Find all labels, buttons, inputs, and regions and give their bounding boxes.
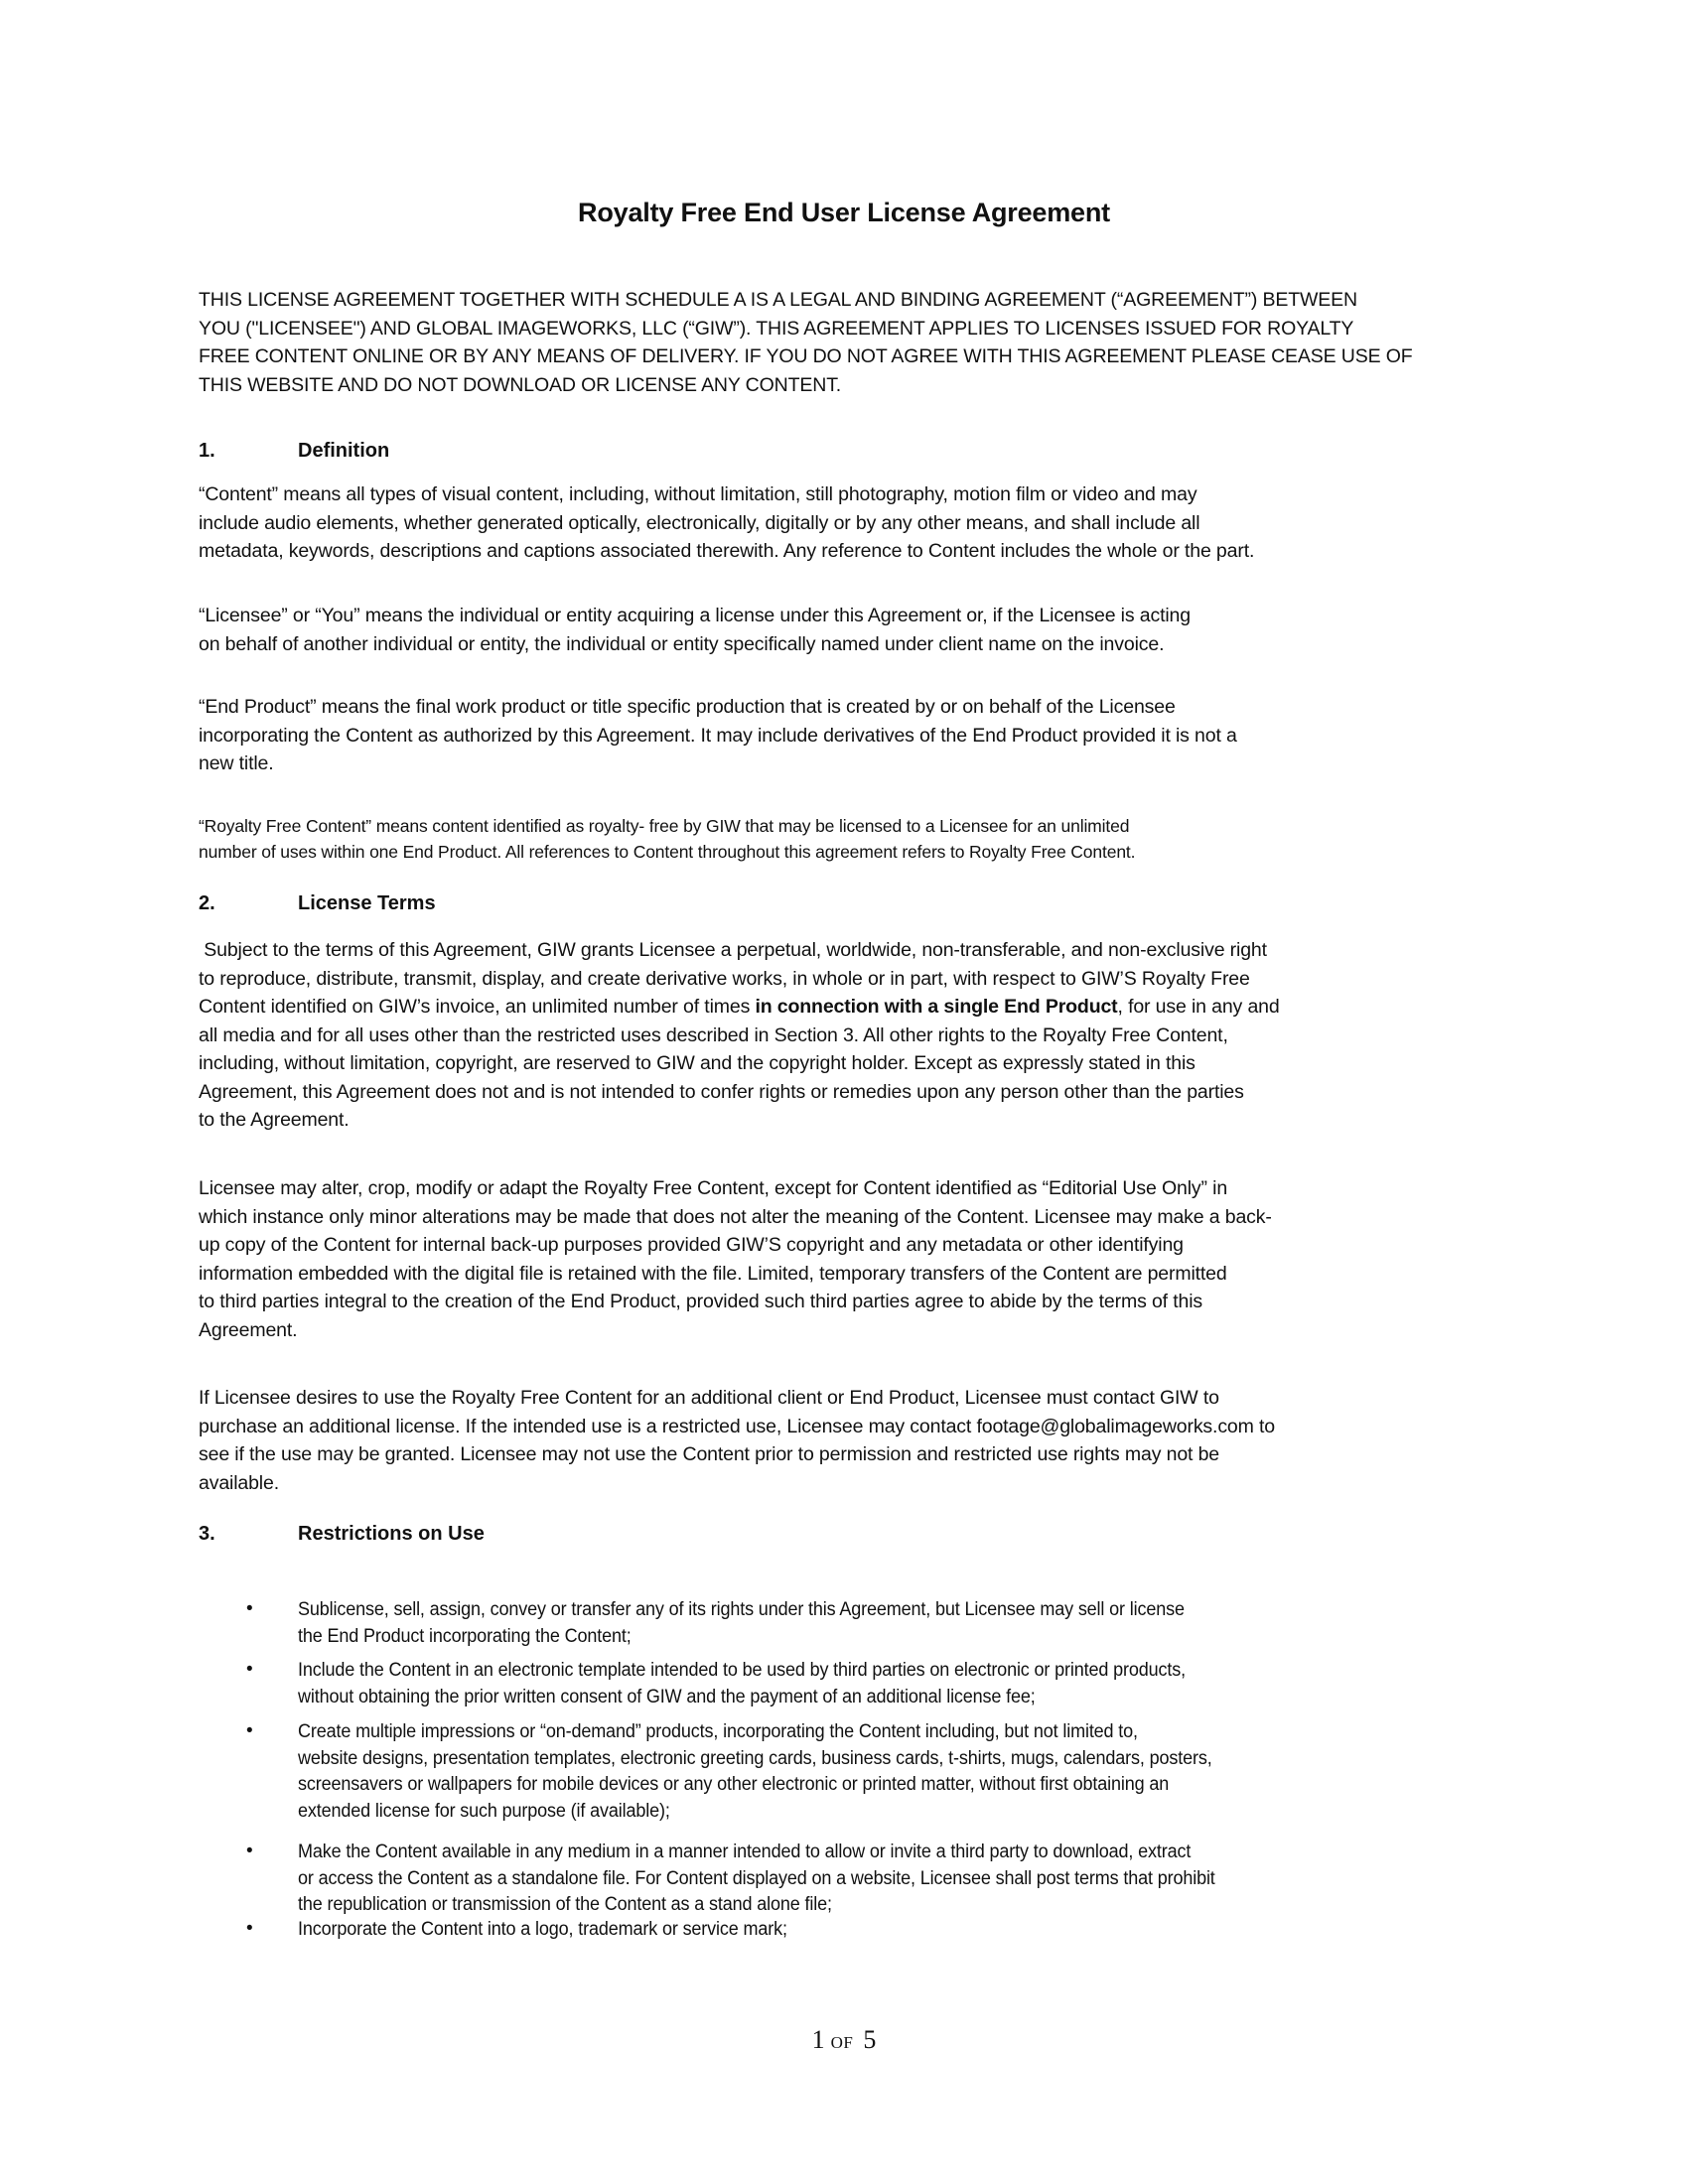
section-title: License Terms: [298, 892, 436, 914]
preamble: [199, 286, 1489, 399]
bullet-icon: •: [246, 1918, 253, 1939]
current-page: 1: [811, 2025, 825, 2054]
section-title: Restrictions on Use: [298, 1523, 485, 1545]
paragraph-line: [199, 993, 1484, 1022]
list-item-line: Incorporate the Content into a logo, trademark or service mark;: [298, 1918, 787, 1940]
paragraph-line: incorporating the Content as authorized by this Agreement. It may include derivatives of the End Product provided it is not a: [199, 724, 1237, 747]
paragraph-line: [199, 1413, 1484, 1441]
definition-licensee: [199, 602, 1489, 658]
bold-emphasis: in connection with a single End Product: [755, 996, 1118, 1018]
definition-end-product: [199, 693, 1489, 778]
text-segment: , for use in any and: [1117, 996, 1280, 1018]
paragraph-line: number of uses within one End Product. All references to Content throughout this agreement refers to Royalty Free Content.: [199, 842, 1136, 862]
paragraph-line: Subject to the terms of this Agreement, GIW grants Licensee a perpetual, worldwide, non-transferable, and non-exclusive right: [199, 939, 1267, 961]
paragraph-line: Agreement.: [199, 1318, 298, 1341]
paragraph-line: including, without limitation, copyright, are reserved to GIW and the copyright holder. Except as expressly stated in this: [199, 1052, 1196, 1074]
paragraph-line-text: purchase an additional license. If the intended use is a restricted use, Licensee may contact footage@globalimageworks.com to: [199, 1415, 1276, 1437]
paragraph-line: all media and for all uses other than the restricted uses described in Section 3. All other rights to the Royalty Free Content,: [199, 1024, 1228, 1046]
document-title: Royalty Free End User License Agreement: [578, 198, 1110, 227]
list-item-line: website designs, presentation templates, electronic greeting cards, business cards, t-shirts, mugs, calendars, posters,: [298, 1746, 1212, 1769]
text-segment: Content identified on GIW’s invoice, an unlimited number of times: [199, 996, 756, 1018]
paragraph-line: “Content” means all types of visual content, including, without limitation, still photography, motion film or video and may: [199, 483, 1197, 505]
paragraph-line: see if the use may be granted. Licensee may not use the Content prior to permission and restricted use rights may not be: [199, 1443, 1220, 1465]
license-grant: [199, 936, 1489, 1135]
list-item: [199, 1916, 1489, 1943]
paragraph-line: new title.: [199, 752, 274, 774]
page-of-label: OF: [830, 2033, 854, 2052]
preamble-line: YOU ("LICENSEE") AND GLOBAL IMAGEWORKS, LLC (“GIW”). THIS AGREEMENT APPLIES TO LICENSES ISSUED FOR ROYALTY: [199, 317, 1354, 340]
list-item-line: the End Product incorporating the Content;: [298, 1624, 632, 1647]
paragraph-line: to third parties integral to the creation of the End Product, provided such third parties agree to abide by the terms of this: [199, 1291, 1203, 1312]
paragraph-line: information embedded with the digital file is retained with the file. Limited, temporary transfers of the Content are permitted: [199, 1262, 1227, 1285]
preamble-line: FREE CONTENT ONLINE OR BY ANY MEANS OF DELIVERY. IF YOU DO NOT AGREE WITH THIS AGREEMENT PLEASE CEASE USE OF: [199, 345, 1413, 367]
bullet-icon: •: [246, 1598, 253, 1619]
section-number: 3.: [199, 1523, 215, 1545]
definition-content: [199, 480, 1489, 566]
section-title: Definition: [298, 440, 390, 462]
paragraph-line: “Royalty Free Content” means content identified as royalty- free by GIW that may be licensed to a Licensee for an unlimited: [199, 816, 1130, 836]
section-number: 2.: [199, 892, 215, 914]
bullet-icon: •: [246, 1841, 253, 1861]
list-item-line: Create multiple impressions or “on-demand” products, incorporating the Content including, but not limited to,: [298, 1720, 1138, 1742]
paragraph-line: available.: [199, 1471, 279, 1494]
bullet-icon: •: [246, 1720, 253, 1741]
list-item-line: Sublicense, sell, assign, convey or transfer any of its rights under this Agreement, but Licensee may sell or license: [298, 1598, 1185, 1620]
bullet-icon: •: [246, 1659, 253, 1680]
paragraph-line: Licensee may alter, crop, modify or adapt the Royalty Free Content, except for Content identified as “Editorial Use Only” in: [199, 1177, 1228, 1199]
section-number: 1.: [199, 440, 215, 462]
list-item: [199, 1657, 1489, 1709]
list-item: [199, 1839, 1489, 1918]
paragraph-line: which instance only minor alterations may be made that does not alter the meaning of the Content. Licensee may make a back-: [199, 1205, 1272, 1228]
paragraph-line: “Licensee” or “You” means the individual or entity acquiring a license under this Agreement or, if the Licensee is acting: [199, 605, 1191, 626]
total-pages: 5: [863, 2025, 877, 2054]
license-additional-use: [199, 1384, 1489, 1497]
paragraph-line: Agreement, this Agreement does not and is not intended to confer rights or remedies upon any person other than the parties: [199, 1080, 1244, 1103]
paragraph-line: up copy of the Content for internal back-up purposes provided GIW’S copyright and any metadata or other identifying: [199, 1234, 1184, 1256]
definition-royalty-free-content: [199, 813, 1489, 865]
license-modification: [199, 1174, 1489, 1344]
preamble-line: THIS LICENSE AGREEMENT TOGETHER WITH SCHEDULE A IS A LEGAL AND BINDING AGREEMENT (“AGREEMENT”) BETWEEN: [199, 289, 1358, 311]
preamble-line: THIS WEBSITE AND DO NOT DOWNLOAD OR LICENSE ANY CONTENT.: [199, 373, 842, 396]
list-item-line: Make the Content available in any medium in a manner intended to allow or invite a third party to download, extract: [298, 1841, 1192, 1862]
paragraph-line: include audio elements, whether generated optically, electronically, digitally or by any other means, and shall include all: [199, 511, 1200, 534]
paragraph-line: If Licensee desires to use the Royalty Free Content for an additional client or End Product, Licensee must contact GIW to: [199, 1387, 1219, 1409]
page-number-footer: [0, 2025, 1688, 2055]
list-item-line: the republication or transmission of the Content as a stand alone file;: [298, 1893, 832, 1915]
list-item-line: extended license for such purpose (if available);: [298, 1799, 670, 1822]
paragraph-line: “End Product” means the final work product or title specific production that is created by or on behalf of the Licensee: [199, 696, 1176, 718]
list-item-line: or access the Content as a standalone file. For Content displayed on a website, Licensee shall post terms that prohibit: [298, 1866, 1215, 1889]
list-item-line: screensavers or wallpapers for mobile devices or any other electronic or printed matter, without first obtaining an: [298, 1773, 1170, 1795]
list-item-line: Include the Content in an electronic template intended to be used by third parties on electronic or printed products,: [298, 1659, 1186, 1681]
paragraph-line: on behalf of another individual or entity, the individual or entity specifically named under client name on the invoice.: [199, 632, 1165, 655]
paragraph-line: metadata, keywords, descriptions and captions associated therewith. Any reference to Content includes the whole or the part.: [199, 540, 1255, 562]
list-item-line: without obtaining the prior written consent of GIW and the payment of an additional license fee;: [298, 1685, 1036, 1707]
list-item: [199, 1596, 1489, 1649]
list-item: [199, 1718, 1489, 1824]
paragraph-line: to the Agreement.: [199, 1109, 350, 1131]
paragraph-line: to reproduce, distribute, transmit, display, and create derivative works, in whole or in part, with respect to GIW’S Royalty Free: [199, 967, 1250, 990]
